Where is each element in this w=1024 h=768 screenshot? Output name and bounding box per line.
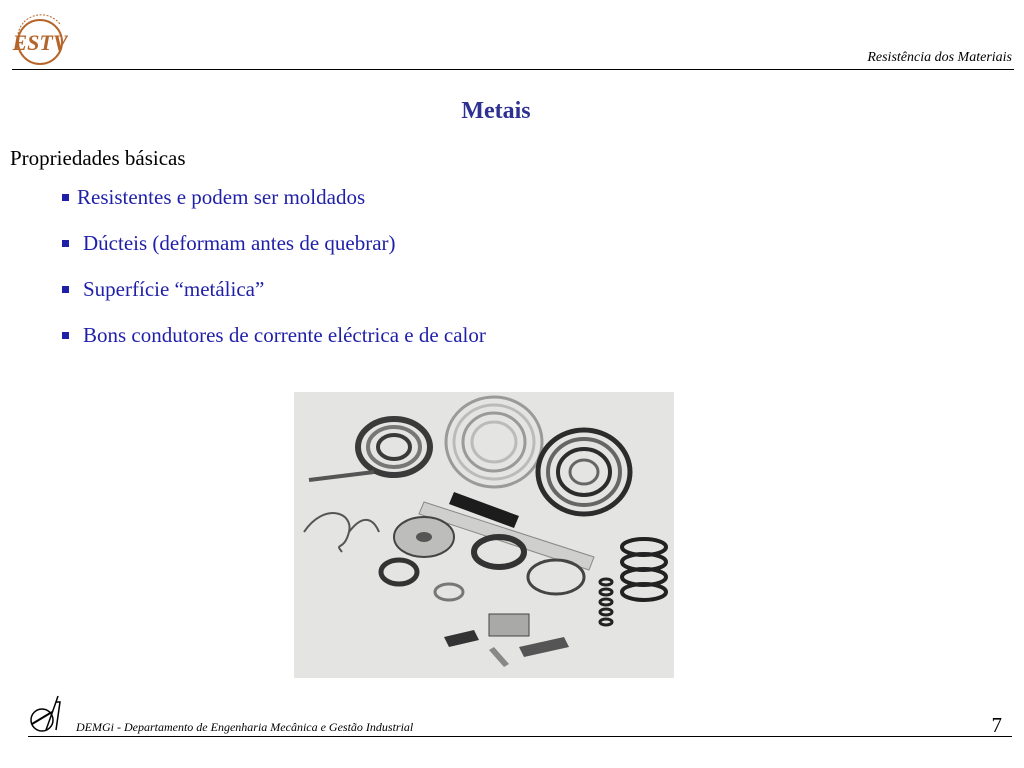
bullet-text: Dúcteis (deformam antes de quebrar) — [83, 231, 396, 255]
bullet-text: Bons condutores de corrente eléctrica e de calor — [83, 323, 486, 347]
bullet-item — [62, 186, 486, 209]
slide-title: Metais — [461, 98, 531, 124]
bullet-item — [62, 324, 486, 347]
bullet-square-icon — [62, 332, 69, 339]
svg-text:ESTV: ESTV — [12, 30, 68, 55]
footer-divider — [28, 736, 1012, 737]
bullet-item — [62, 232, 486, 255]
bullet-text: Resistentes e podem ser moldados — [77, 185, 366, 209]
bullet-square-icon — [62, 194, 69, 201]
stamped-disc — [394, 517, 454, 557]
metal-springs-photo — [294, 392, 674, 678]
bullet-text: Superfície “metálica” — [83, 277, 265, 301]
header-divider — [12, 69, 1014, 70]
bullet-list — [62, 186, 486, 370]
slide-subtitle: Propriedades básicas — [10, 146, 186, 170]
demgi-logo — [26, 694, 66, 734]
bullet-square-icon — [62, 240, 69, 247]
bullet-square-icon — [62, 286, 69, 293]
estv-logo — [10, 12, 68, 68]
bullet-item — [62, 278, 486, 301]
course-title: Resistência dos Materiais — [867, 50, 1012, 65]
footer-department: DEMGi - Departamento de Engenharia Mecânica e Gestão Industrial — [76, 720, 414, 734]
page-number: 7 — [991, 713, 1002, 737]
